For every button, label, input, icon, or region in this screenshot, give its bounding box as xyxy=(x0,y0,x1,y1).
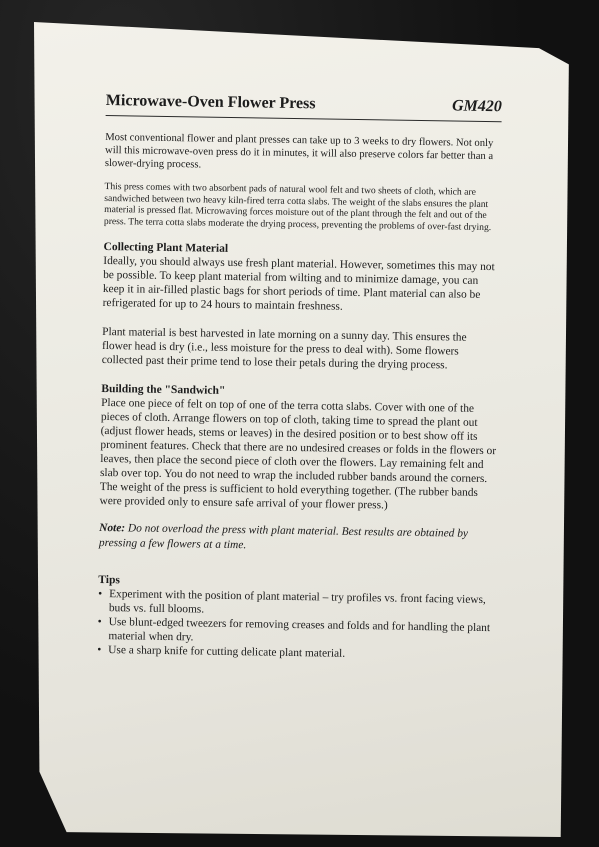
intro-paragraph-2: This press comes with two absorbent pads of natural wool felt and two sheets of cloth, which are sandwiched between two heavy kiln-fired terra cotta slabs. The weight of the slabs ensures the plant material is pressed flat. Microwaving forces moisture out of the plant through the felt and out of the press. The terra cotta slabs moderate the drying process, preventing the problems of over-fast drying. xyxy=(103,180,492,233)
product-code: GM420 xyxy=(451,97,502,116)
building-heading: Building the "Sandwich" xyxy=(101,383,226,398)
intro-paragraph-1: Most conventional flower and plant presses can take up to 3 weeks to dry flowers. Not only will this microwave-oven press do it in minutes, it will also preserve colors far better than a slower-drying process. xyxy=(104,131,494,171)
bullet-icon: • xyxy=(97,644,102,657)
building-paragraph: Place one piece of felt on top of one of the terra cotta slabs. Cover with one of the pieces of cloth. Arrange flowers on top of cloth, taking time to spread the plant out (adjust flower heads, stems or leaves) in the desired position or to best show off its prominent features. Check that there are no undesired creases or folds in the flowers or leaves, then place the second piece of cloth over the flowers. Lay remaining felt and slab over top. You do not need to wrap the included rubber bands around the corners. The weight of the press is sufficient to hold everything together. (The rubber bands were provided only to ensure safe arrival of your flower press.) xyxy=(99,397,497,512)
header-row xyxy=(106,92,502,122)
bullet-icon: • xyxy=(97,616,102,629)
note-label: Note: xyxy=(99,522,126,535)
tip-text: Use blunt-edged tweezers for removing creases and folds and for handling the plant material when dry. xyxy=(108,616,491,644)
tips-list xyxy=(97,587,494,663)
note-paragraph xyxy=(99,521,495,557)
collecting-paragraph-1: Ideally, you should always use fresh plant material. However, sometimes this may not be possible. To keep plant material from wilting and to minimize damage, you can keep it in air-filled plastic bags for short periods of time. Plant material can also be refrigerated for up to 24 hours to maintain freshness. xyxy=(102,255,495,314)
tip-text: Use a sharp knife for cutting delicate plant material. xyxy=(108,644,346,661)
instruction-sheet xyxy=(97,92,502,664)
tips-heading: Tips xyxy=(98,574,120,587)
collecting-heading: Collecting Plant Material xyxy=(103,241,229,256)
note-text: Do not overload the press with plant material. Best results are obtained by pressing a few flowers at a time. xyxy=(98,522,469,552)
bullet-icon: • xyxy=(98,588,103,601)
document-title: Microwave-Oven Flower Press xyxy=(105,92,316,113)
tip-text: Experiment with the position of plant material – try profiles vs. front facing views, buds vs. full blooms. xyxy=(108,588,486,616)
collecting-paragraph-2: Plant material is best harvested in late morning on a sunny day. This ensures the flower head is dry (i.e., less moisture for the press to deal with). Some flowers collected past their prime tend to lose their petals during the drying process. xyxy=(101,326,467,372)
